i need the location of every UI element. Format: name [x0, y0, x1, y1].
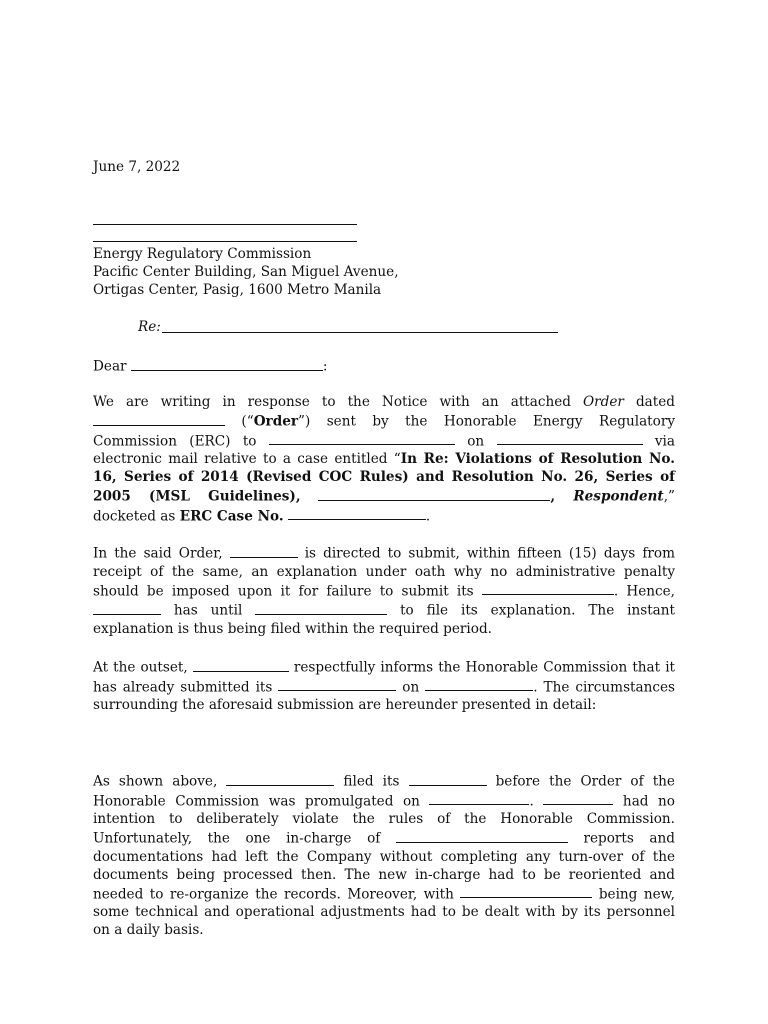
addressee-line-3: Ortigas Center, Pasig, 1600 Metro Manila: [93, 282, 382, 298]
addressee-block: [93, 245, 675, 299]
addressee-title-blank: [93, 241, 357, 242]
p2-deadline-blank: [255, 600, 387, 615]
p4-document-blank: [409, 771, 487, 786]
p2-text-d: has until: [161, 602, 256, 619]
p1-text-p: .: [425, 508, 431, 525]
addressee-line-1: Energy Regulatory Commission: [93, 246, 312, 262]
p3-company-blank: [193, 657, 289, 672]
p2-company-blank-2: [93, 600, 161, 615]
p1-text-g: on: [454, 433, 497, 450]
salutation-suffix: :: [322, 358, 328, 375]
p3-document-blank: [278, 677, 396, 692]
paragraph-1: [93, 393, 675, 525]
p4-text-b: filed its: [334, 773, 409, 790]
p4-text-d: .: [529, 793, 544, 810]
salutation-name-blank: [131, 356, 323, 371]
p3-text-c: on: [396, 679, 426, 696]
p4-text-e: had no intention to deliberately violate the rules of the Honorable Commission. Unfortunately, the one in-charge of: [93, 793, 675, 847]
p2-text-e: to file its explanation. The instant explanation is thus being filed within the required period.: [93, 602, 675, 637]
erc-case-number-blank: [288, 506, 426, 521]
p2-text-a: In the said Order,: [93, 545, 230, 562]
re-label: Re:: [138, 319, 161, 335]
letter-date: June 7, 2022: [93, 159, 181, 175]
p4-company-blank-3: [460, 884, 592, 899]
p2-company-blank-1: [230, 543, 298, 558]
p1-text-k: ,: [550, 488, 574, 505]
p1-text-f: ”) sent by the Honorable Energy Regulatory Commission (ERC) to: [93, 413, 675, 450]
p3-date-blank: [425, 677, 533, 692]
paragraph-2: [93, 543, 675, 638]
p1-text-h: via electronic mail relative to a case entitled “: [93, 433, 675, 468]
p1-order-bold: Order: [253, 413, 299, 430]
p4-date-blank: [429, 791, 529, 806]
p1-erc-case-label: ERC Case No.: [179, 508, 284, 525]
p4-text-g: being new, some technical and operational adjustments had to be dealt with by its personnel on a daily basis.: [93, 886, 675, 939]
p1-text-c: dated: [623, 394, 675, 410]
salutation-prefix: Dear: [93, 358, 131, 375]
p4-text-c: before the Order of the Honorable Commission was promulgated on: [93, 773, 675, 810]
p2-text-c: . Hence,: [613, 583, 676, 600]
paragraph-4: [93, 771, 675, 939]
p1-text-d: (“: [225, 413, 254, 430]
addressee-name-blank: [93, 224, 357, 225]
salutation: [93, 356, 675, 376]
p1-case-title: In Re: Violations of Resolution No. 16, Series of 2014 (Revised COC Rules) and Resolution No. 26, Series of 2005 (MSL Guidelines),: [93, 451, 675, 505]
recipient-blank: [269, 431, 455, 446]
p1-text-a: We are writing in response to the Notice with an attached: [93, 394, 584, 410]
p3-text-d: . The circumstances surrounding the aforesaid submission are hereunder presented in detail:: [93, 679, 675, 714]
email-date-blank: [497, 431, 643, 446]
p3-text-a: At the outset,: [93, 659, 193, 676]
p4-company-blank-2: [543, 791, 613, 806]
p3-text-b: respectfully informs the Honorable Commission that it has already submitted its: [93, 659, 675, 696]
p4-report-type-blank: [396, 828, 568, 843]
p2-document-blank: [482, 581, 614, 596]
p1-text-j: [301, 489, 319, 505]
re-subject-blank: [162, 332, 558, 333]
p4-company-blank-1: [226, 771, 334, 786]
paragraph-3: [93, 657, 675, 714]
p4-text-f: reports and documentations had left the Company without completing any turn-over of the documents being processed then. The new in-charge had to be reoriented and needed to re-organize the records. Moreover, with: [93, 830, 675, 903]
p1-order-italic: Order: [583, 394, 624, 410]
p1-respondent-label: Respondent: [573, 488, 664, 505]
p2-text-b: is directed to submit, within fifteen (15) days from receipt of the same, an explanation under oath why no administrative penalty should be imposed upon it for failure to submit its: [93, 545, 675, 600]
order-date-blank: [93, 411, 225, 426]
respondent-name-blank: [318, 486, 550, 501]
addressee-line-2: Pacific Center Building, San Miguel Avenue,: [93, 264, 399, 280]
p4-text-a: As shown above,: [93, 773, 227, 790]
p1-text-m: ,” docketed as: [93, 488, 675, 525]
